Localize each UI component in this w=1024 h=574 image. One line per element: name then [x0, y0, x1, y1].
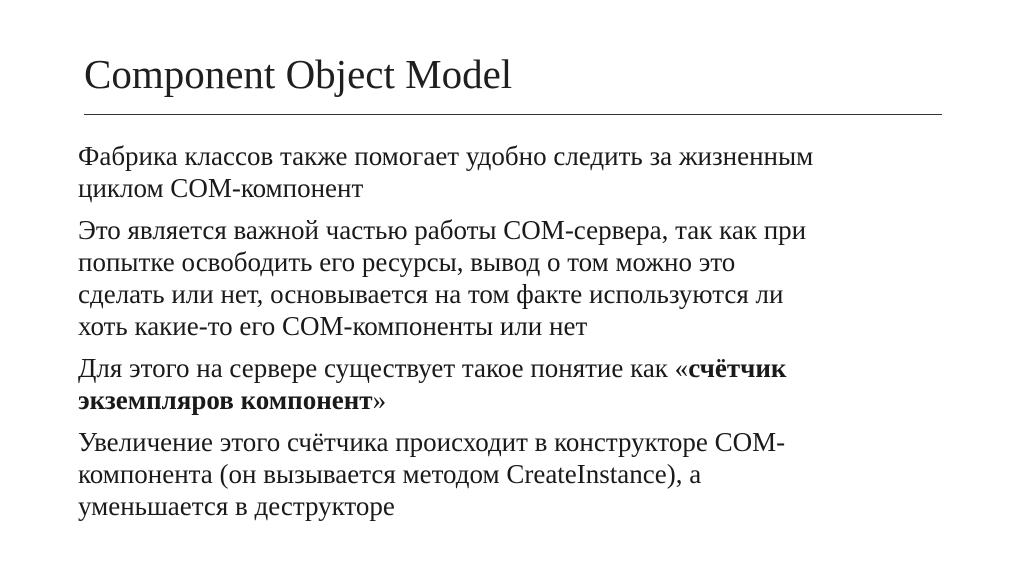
paragraph-line: попытке освободить его ресурсы, вывод о том можно это — [78, 247, 736, 277]
paragraph-line: циклом COM-компонент — [78, 173, 364, 203]
paragraph-line: хоть какие-то его COM-компоненты или нет — [78, 311, 588, 341]
paragraph-line: уменьшается в деструкторе — [78, 491, 395, 521]
emphasis-term: счётчик — [688, 353, 787, 383]
paragraph-text: » — [372, 385, 387, 415]
paragraph-line — [78, 384, 958, 416]
paragraph-1 — [78, 140, 958, 204]
paragraph-line: Увеличение этого счётчика происходит в конструкторе COM- — [78, 427, 786, 457]
paragraph-line: сделать или нет, основывается на том факте используются ли — [78, 279, 784, 309]
title-divider — [84, 114, 942, 115]
paragraph-text: Для этого на сервере существует такое понятие как « — [78, 353, 689, 383]
emphasis-term: экземпляров компонент — [78, 385, 373, 415]
paragraph-line — [78, 352, 958, 384]
paragraph-line: Это является важной частью работы COM-сервера, так как при — [78, 215, 807, 245]
paragraph-3 — [78, 352, 958, 416]
slide-body — [78, 140, 958, 532]
paragraph-line: компонента (он вызывается методом CreateInstance), а — [78, 459, 702, 489]
paragraph-2 — [78, 214, 958, 342]
paragraph-4 — [78, 426, 958, 522]
paragraph-line: Фабрика классов также помогает удобно следить за жизненным — [78, 141, 814, 171]
slide-title: Component Object Model — [84, 51, 513, 97]
